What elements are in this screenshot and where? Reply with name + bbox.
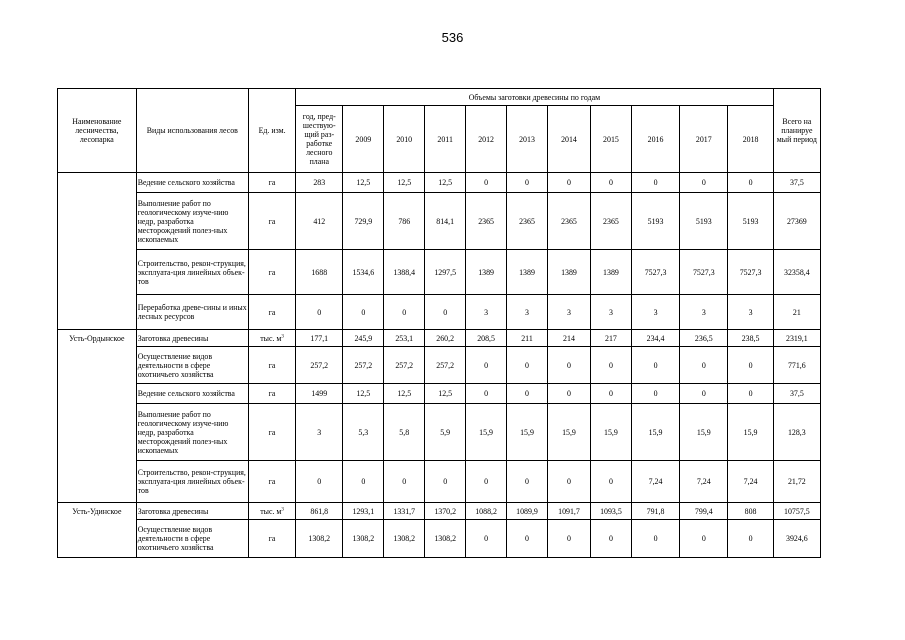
value-cell: 0 <box>384 461 425 503</box>
value-cell: 3 <box>631 295 679 330</box>
forestry-name <box>58 384 137 404</box>
value-cell: 0 <box>631 384 679 404</box>
value-cell: 260,2 <box>425 330 466 347</box>
unit-label: га <box>268 307 276 317</box>
value-cell: 814,1 <box>425 193 466 250</box>
value-cell: 12,5 <box>425 173 466 193</box>
value-cell: 0 <box>507 520 548 558</box>
value-cell: 1088,2 <box>466 503 507 520</box>
value-cell: 1091,7 <box>547 503 590 520</box>
value-cell: 0 <box>590 347 631 384</box>
total-cell: 37,5 <box>773 384 820 404</box>
value-cell: 1688 <box>296 250 343 295</box>
value-cell: 253,1 <box>384 330 425 347</box>
usage-type: Выполнение работ по геологическому изуче-нию недр, разработка месторождений полез-ных ископаемых <box>136 404 248 461</box>
value-cell: 12,5 <box>425 384 466 404</box>
unit <box>248 461 295 503</box>
value-cell: 236,5 <box>680 330 728 347</box>
unit <box>248 503 295 520</box>
value-cell: 1093,5 <box>590 503 631 520</box>
total-cell: 21 <box>773 295 820 330</box>
value-cell: 0 <box>680 347 728 384</box>
value-cell: 1388,4 <box>384 250 425 295</box>
header-year: 2018 <box>728 106 773 173</box>
total-cell: 27369 <box>773 193 820 250</box>
value-cell: 7527,3 <box>680 250 728 295</box>
usage-type: Осуществление видов деятельности в сфере охотничьего хозяйства <box>136 520 248 558</box>
value-cell: 7527,3 <box>728 250 773 295</box>
value-cell: 1534,6 <box>343 250 384 295</box>
value-cell: 3 <box>680 295 728 330</box>
total-cell: 32358,4 <box>773 250 820 295</box>
value-cell: 791,8 <box>631 503 679 520</box>
value-cell: 12,5 <box>343 384 384 404</box>
table-row <box>58 173 821 193</box>
forestry-name <box>58 193 137 250</box>
unit <box>248 384 295 404</box>
value-cell: 238,5 <box>728 330 773 347</box>
value-cell: 208,5 <box>466 330 507 347</box>
table-row <box>58 295 821 330</box>
value-cell: 1331,7 <box>384 503 425 520</box>
usage-type: Заготовка древесины <box>136 503 248 520</box>
value-cell: 12,5 <box>343 173 384 193</box>
value-cell: 0 <box>343 295 384 330</box>
unit-label: га <box>268 267 276 277</box>
value-cell: 257,2 <box>343 347 384 384</box>
value-cell: 1389 <box>590 250 631 295</box>
value-cell: 5193 <box>631 193 679 250</box>
value-cell: 0 <box>728 520 773 558</box>
header-year: 2016 <box>631 106 679 173</box>
value-cell: 0 <box>507 384 548 404</box>
value-cell: 0 <box>547 173 590 193</box>
value-cell: 15,9 <box>466 404 507 461</box>
unit <box>248 330 295 347</box>
unit-label: га <box>268 178 276 187</box>
value-cell: 2365 <box>547 193 590 250</box>
value-cell: 0 <box>507 461 548 503</box>
unit-label: га <box>268 477 276 486</box>
forestry-name: Усть-Удинское <box>58 503 137 520</box>
value-cell: 1389 <box>547 250 590 295</box>
value-cell: 0 <box>466 461 507 503</box>
header-year: 2014 <box>547 106 590 173</box>
value-cell: 15,9 <box>590 404 631 461</box>
value-cell: 0 <box>384 295 425 330</box>
value-cell: 257,2 <box>425 347 466 384</box>
value-cell: 0 <box>590 173 631 193</box>
unit-superscript: 3 <box>281 333 284 339</box>
forestry-name <box>58 173 137 193</box>
value-cell: 7,24 <box>631 461 679 503</box>
forestry-name <box>58 347 137 384</box>
value-cell: 0 <box>296 295 343 330</box>
value-cell: 214 <box>547 330 590 347</box>
unit-label: га <box>268 216 276 226</box>
value-cell: 5193 <box>680 193 728 250</box>
unit <box>248 404 295 461</box>
table-row <box>58 330 821 347</box>
value-cell: 0 <box>547 347 590 384</box>
value-cell: 1297,5 <box>425 250 466 295</box>
value-cell: 15,9 <box>631 404 679 461</box>
table-row <box>58 461 821 503</box>
value-cell: 0 <box>728 347 773 384</box>
header-year: 2015 <box>590 106 631 173</box>
header-forestry: Наименование лесничества, лесопарка <box>58 89 137 173</box>
total-cell: 771,6 <box>773 347 820 384</box>
value-cell: 1389 <box>507 250 548 295</box>
value-cell: 5,9 <box>425 404 466 461</box>
total-cell: 128,3 <box>773 404 820 461</box>
value-cell: 0 <box>590 461 631 503</box>
usage-type: Осуществление видов деятельности в сфере охотничьего хозяйства <box>136 347 248 384</box>
value-cell: 257,2 <box>296 347 343 384</box>
header-year: 2009 <box>343 106 384 173</box>
value-cell: 7527,3 <box>631 250 679 295</box>
usage-type: Ведение сельского хозяйства <box>136 173 248 193</box>
value-cell: 217 <box>590 330 631 347</box>
value-cell: 2365 <box>466 193 507 250</box>
usage-type: Ведение сельского хозяйства <box>136 384 248 404</box>
value-cell: 3 <box>507 295 548 330</box>
table-row <box>58 503 821 520</box>
value-cell: 1370,2 <box>425 503 466 520</box>
value-cell: 0 <box>680 520 728 558</box>
value-cell: 0 <box>728 173 773 193</box>
value-cell: 0 <box>507 173 548 193</box>
forestry-name <box>58 404 137 461</box>
table-row <box>58 520 821 558</box>
unit <box>248 520 295 558</box>
value-cell: 0 <box>466 384 507 404</box>
value-cell: 0 <box>425 295 466 330</box>
header-prev-period: год, пред-шествую-щий раз-работке лесного плана <box>296 106 343 173</box>
value-cell: 0 <box>631 347 679 384</box>
header-year: 2017 <box>680 106 728 173</box>
header-total: Всего на планируе мый период <box>773 89 820 173</box>
value-cell: 0 <box>680 173 728 193</box>
header-unit: Ед. изм. <box>248 89 295 173</box>
header-year: 2013 <box>507 106 548 173</box>
table-row <box>58 347 821 384</box>
value-cell: 0 <box>425 461 466 503</box>
forestry-name <box>58 520 137 558</box>
value-cell: 3 <box>590 295 631 330</box>
value-cell: 1389 <box>466 250 507 295</box>
forestry-name <box>58 461 137 503</box>
value-cell: 0 <box>507 347 548 384</box>
value-cell: 729,9 <box>343 193 384 250</box>
value-cell: 0 <box>547 384 590 404</box>
page-number: 536 <box>441 30 464 45</box>
usage-type: Заготовка древесины <box>136 330 248 347</box>
value-cell: 5,3 <box>343 404 384 461</box>
unit <box>248 193 295 250</box>
value-cell: 1499 <box>296 384 343 404</box>
value-cell: 3 <box>547 295 590 330</box>
value-cell: 1293,1 <box>343 503 384 520</box>
unit <box>248 347 295 384</box>
table-row <box>58 384 821 404</box>
usage-type: Выполнение работ по геологическому изуче-нию недр, разработка месторождений полез-ных ископаемых <box>136 193 248 250</box>
usage-type: Переработка древе-сины и иных лесных ресурсов <box>136 295 248 330</box>
unit-superscript: 3 <box>281 506 284 512</box>
value-cell: 808 <box>728 503 773 520</box>
header-group-title: Объемы заготовки древесины по годам <box>296 89 774 106</box>
value-cell: 211 <box>507 330 548 347</box>
value-cell: 0 <box>631 173 679 193</box>
unit-label: га <box>268 389 276 398</box>
total-cell: 21,72 <box>773 461 820 503</box>
value-cell: 412 <box>296 193 343 250</box>
wood-harvest-table <box>57 88 821 558</box>
total-cell: 3924,6 <box>773 520 820 558</box>
value-cell: 799,4 <box>680 503 728 520</box>
value-cell: 1308,2 <box>343 520 384 558</box>
value-cell: 12,5 <box>384 384 425 404</box>
value-cell: 3 <box>296 404 343 461</box>
value-cell: 3 <box>466 295 507 330</box>
value-cell: 15,9 <box>507 404 548 461</box>
usage-type: Строительство, рекон-струкция, эксплуата-ция линейных объек-тов <box>136 461 248 503</box>
table-row <box>58 250 821 295</box>
forestry-name <box>58 250 137 295</box>
value-cell: 15,9 <box>728 404 773 461</box>
header-usage: Виды использования лесов <box>136 89 248 173</box>
value-cell: 257,2 <box>384 347 425 384</box>
value-cell: 786 <box>384 193 425 250</box>
value-cell: 1308,2 <box>296 520 343 558</box>
value-cell: 0 <box>590 520 631 558</box>
unit <box>248 295 295 330</box>
value-cell: 245,9 <box>343 330 384 347</box>
total-cell: 10757,5 <box>773 503 820 520</box>
unit-label: тыс. м <box>260 333 282 343</box>
value-cell: 0 <box>296 461 343 503</box>
value-cell: 1308,2 <box>425 520 466 558</box>
value-cell: 1308,2 <box>384 520 425 558</box>
unit-label: га <box>268 427 276 437</box>
total-cell: 37,5 <box>773 173 820 193</box>
usage-type: Строительство, рекон-струкция, эксплуата-ция линейных объек-тов <box>136 250 248 295</box>
forestry-name: Усть-Ордынское <box>58 330 137 347</box>
forestry-name <box>58 295 137 330</box>
value-cell: 234,4 <box>631 330 679 347</box>
header-year: 2012 <box>466 106 507 173</box>
value-cell: 0 <box>343 461 384 503</box>
unit-label: га <box>268 360 276 370</box>
value-cell: 861,8 <box>296 503 343 520</box>
value-cell: 5,8 <box>384 404 425 461</box>
value-cell: 5193 <box>728 193 773 250</box>
table-row <box>58 404 821 461</box>
value-cell: 0 <box>547 461 590 503</box>
value-cell: 177,1 <box>296 330 343 347</box>
value-cell: 1089,9 <box>507 503 548 520</box>
total-cell: 2319,1 <box>773 330 820 347</box>
value-cell: 2365 <box>507 193 548 250</box>
unit-label: тыс. м <box>260 506 282 516</box>
value-cell: 15,9 <box>680 404 728 461</box>
header-year: 2010 <box>384 106 425 173</box>
value-cell: 0 <box>466 173 507 193</box>
value-cell: 3 <box>728 295 773 330</box>
value-cell: 7,24 <box>728 461 773 503</box>
value-cell: 0 <box>466 347 507 384</box>
unit <box>248 250 295 295</box>
value-cell: 15,9 <box>547 404 590 461</box>
table-row <box>58 193 821 250</box>
value-cell: 0 <box>590 384 631 404</box>
value-cell: 0 <box>680 384 728 404</box>
value-cell: 12,5 <box>384 173 425 193</box>
value-cell: 0 <box>728 384 773 404</box>
value-cell: 0 <box>547 520 590 558</box>
unit <box>248 173 295 193</box>
value-cell: 7,24 <box>680 461 728 503</box>
value-cell: 0 <box>466 520 507 558</box>
header-year: 2011 <box>425 106 466 173</box>
unit-label: га <box>268 534 276 543</box>
value-cell: 2365 <box>590 193 631 250</box>
value-cell: 0 <box>631 520 679 558</box>
value-cell: 283 <box>296 173 343 193</box>
